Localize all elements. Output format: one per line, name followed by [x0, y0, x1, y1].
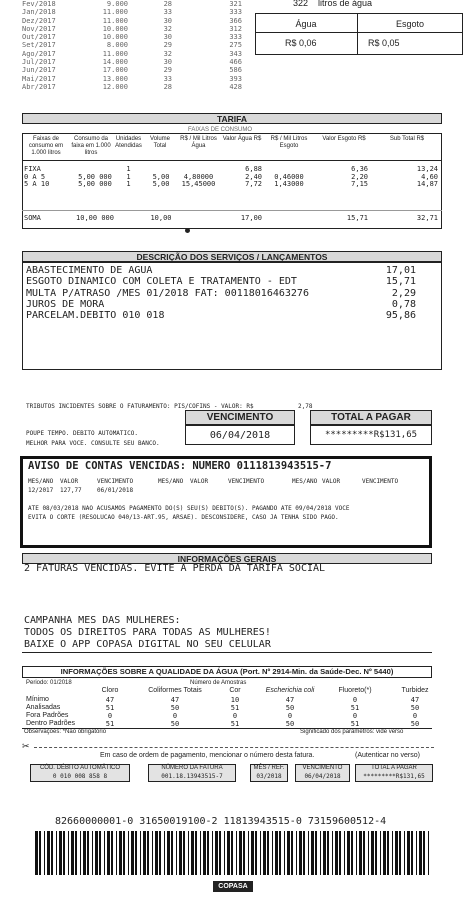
barcode-digits: 82660000001-0 31650019100-2 11813943515-0 73159600512-4	[55, 816, 387, 827]
aviso-col-header: VALOR	[322, 478, 341, 485]
barcode-bar	[35, 831, 38, 875]
history-avg: 321	[229, 0, 242, 8]
qualidade-col-header: Escherichia coli	[265, 687, 315, 694]
barcode-bar	[383, 831, 386, 875]
vencimento-value: 06/04/2018	[185, 425, 295, 445]
barcode-bar	[167, 831, 170, 875]
tarifa-col-header: Consumo da faixa em 1.000 litros	[71, 136, 111, 156]
qualidade-cell: 51	[105, 704, 115, 712]
history-volume: 9.000	[106, 0, 128, 8]
tarifa-col-header: Volume Total	[149, 136, 170, 149]
qualidade-title: INFORMAÇÕES SOBRE A QUALIDADE DA ÁGUA (Port. Nº 2914-Min. da Saúde-Dec. Nº 5440)	[60, 667, 394, 676]
history-avg: 466	[229, 58, 242, 67]
tarifa-cell-val_esg: 6,36	[351, 165, 368, 173]
barcode-bar	[135, 831, 137, 875]
barcode-bar	[255, 831, 257, 875]
history-row	[22, 8, 247, 16]
tarifa-cell-sub: 4,60	[421, 172, 438, 181]
barcode-bar	[359, 831, 362, 875]
qualidade-row-label: Analisadas	[26, 704, 61, 711]
aviso-col-header: VALOR	[190, 478, 209, 485]
barcode-bar	[80, 831, 81, 875]
barcode-bar	[339, 831, 341, 875]
history-days: 32	[163, 49, 172, 58]
barcode-bar	[123, 831, 125, 875]
tarifa-col-header: Sub Total R$	[389, 136, 425, 142]
esgoto-col-header: Esgoto	[395, 19, 425, 29]
aviso-mes-ano: 12/2017	[28, 487, 54, 494]
barcode-bar	[44, 831, 45, 875]
qualidade-row-label: Dentro Padrões	[26, 720, 76, 727]
qualidade-cell: 51	[350, 720, 360, 728]
history-row	[22, 17, 247, 25]
history-days: 30	[163, 58, 172, 67]
history-month: Nov/2017	[22, 24, 56, 33]
tarifa-cell-val_esg: 7,15	[351, 180, 368, 188]
aviso-col-header: MES/ANO	[28, 478, 54, 485]
history-avg: 366	[229, 16, 242, 25]
canhoto-field-value: 0 010 008 858 8	[52, 773, 108, 780]
barcode-bar	[183, 831, 185, 875]
qualidade-cell: 50	[285, 704, 295, 712]
barcode-bar	[143, 831, 146, 875]
barcode-bar	[284, 831, 285, 875]
tarifa-cell-faixa: FIXA	[24, 165, 41, 173]
tarifa-cell-faixa: 5 A 10	[24, 180, 50, 188]
barcode-bar	[111, 831, 113, 875]
history-row	[22, 25, 247, 33]
barcode-bar	[215, 831, 218, 875]
tarifa-caption: FAIXAS DE CONSUMO	[187, 127, 252, 133]
notice-line-2: MELHOR PARA VOCE. CONSULTE SEU BANCO.	[26, 440, 160, 447]
barcode-bar	[131, 831, 134, 875]
consumption-history	[22, 0, 247, 91]
bullet-dot	[185, 228, 190, 233]
cut-line	[34, 747, 434, 748]
qualidade-cell: 50	[410, 704, 420, 712]
barcode-bar	[303, 831, 305, 875]
tarifa-col-header: R$ / Mil Litros Esgoto	[270, 136, 308, 149]
canhoto-field-value: 06/04/2018	[304, 773, 341, 780]
barcode-bar	[291, 831, 293, 875]
history-month: Dez/2017	[22, 16, 56, 25]
history-volume: 17.000	[102, 66, 128, 75]
history-volume: 12.000	[102, 82, 128, 91]
aviso-col-header: VALOR	[60, 478, 79, 485]
history-avg: 586	[229, 66, 242, 75]
barcode-bar	[147, 831, 149, 875]
qualidade-cell: 0	[232, 712, 238, 720]
qualidade-col-header: Fluoreto(*)	[338, 687, 372, 694]
history-month: Fev/2018	[22, 0, 56, 8]
qualidade-cell: 47	[105, 696, 115, 704]
history-row	[22, 50, 247, 58]
aviso-col-header: VENCIMENTO	[362, 478, 399, 485]
tarifa-col-header: Unidades Atendidas	[115, 136, 142, 149]
tarifa-total-val_agua: 17,00	[240, 214, 262, 222]
barcode-bar	[200, 831, 201, 875]
tarifa-cell-rs_agua: 4,80000	[183, 172, 214, 181]
tarifa-col-header: Faixas de consumo em 1.000 litros	[28, 136, 64, 156]
barcode-bar	[267, 831, 269, 875]
aviso-valor: 127,77	[60, 487, 82, 494]
history-days: 29	[163, 66, 172, 75]
barcode-bar	[368, 831, 369, 875]
barcode-bar	[179, 831, 182, 875]
barcode-bar	[344, 831, 345, 875]
canhoto-field-value: *********R$131,65	[363, 773, 425, 780]
notice-line-1: POUPE TEMPO. DEBITO AUTOMATICO.	[26, 430, 138, 437]
aviso-col-header: MES/ANO	[158, 478, 184, 485]
barcode-bar	[387, 831, 389, 875]
servico-value: 95,86	[385, 310, 416, 322]
tarifa-cell-unid: 1	[126, 172, 131, 181]
tarifa-col-header: Valor Esgoto R$	[322, 136, 366, 142]
qualidade-cell: 0	[107, 712, 113, 720]
history-volume: 8.000	[106, 41, 128, 50]
tarifa-cell-vol: 5,00	[152, 172, 170, 181]
qualidade-cell: 47	[170, 696, 180, 704]
scissors-icon: ✂	[22, 741, 30, 751]
barcode-bar	[380, 831, 381, 875]
history-month: Out/2017	[22, 33, 56, 42]
canhoto-field-label: CÓD. DÉBITO AUTOMÁTICO	[39, 765, 121, 771]
tarifa-cell-consumo: 5,00 000	[78, 172, 112, 181]
barcode-bar	[320, 831, 321, 875]
esgoto-cost-value: R$ 0,05	[368, 38, 400, 48]
qualidade-cell: 0	[352, 696, 358, 704]
tarifa-cell-rs_esg: 0,46000	[274, 172, 304, 181]
barcode-bar	[224, 831, 225, 875]
history-volume: 10.000	[102, 24, 128, 33]
barcode-bar	[375, 831, 377, 875]
barcode-bar	[260, 831, 261, 875]
tarifa-cell-val_agua: 7,72	[245, 180, 262, 188]
history-volume: 13.000	[102, 74, 128, 83]
barcode-bar	[423, 831, 425, 875]
info-line-3: TODOS OS DIREITOS PARA TODAS AS MULHERES!	[24, 627, 271, 638]
qualidade-periodo: Periodo: 01/2018	[26, 680, 72, 686]
history-days: 30	[163, 33, 172, 42]
barcode-bar	[327, 831, 329, 875]
tarifa-cell-val_agua: 6,88	[245, 165, 262, 173]
tarifa-cell-val_esg: 2,20	[351, 172, 368, 181]
history-month: Jun/2017	[22, 66, 56, 75]
qualidade-row-label: Mínimo	[26, 696, 49, 703]
barcode-bar	[227, 831, 230, 875]
barcode-bar	[332, 831, 333, 875]
tarifa-cell-consumo: 5,00 000	[78, 180, 112, 188]
servico-desc: JUROS DE MORA	[26, 298, 105, 310]
barcode-bar	[95, 831, 98, 875]
history-days: 32	[163, 24, 172, 33]
barcode-bar	[75, 831, 77, 875]
history-avg: 393	[229, 74, 242, 83]
tarifa-total-consumo: 10,00 000	[76, 214, 114, 222]
aviso-vencimento: 06/01/2018	[97, 487, 134, 494]
barcode-bar	[296, 831, 297, 875]
history-month: Abr/2017	[22, 82, 56, 91]
qualidade-col-header: Turbidez	[401, 687, 429, 694]
barcode-bar	[248, 831, 249, 875]
servicos-header: DESCRIÇÃO DOS SERVIÇOS / LANÇAMENTOS	[22, 251, 442, 262]
barcode-bar	[392, 831, 393, 875]
aviso-title: AVISO DE CONTAS VENCIDAS: NUMERO 0111813943515-7	[28, 460, 332, 472]
tarifa-cell-unid: 1	[126, 180, 131, 188]
tarifa-total-label: SOMA	[24, 214, 41, 222]
history-volume: 14.000	[102, 58, 128, 67]
history-month: Jan/2018	[22, 8, 56, 17]
barcode-bar	[171, 831, 173, 875]
history-month: Mai/2017	[22, 74, 56, 83]
qualidade-cell: 51	[230, 720, 240, 728]
canhoto-field-value: 001.18.13943515-7	[161, 773, 223, 780]
barcode	[33, 831, 433, 875]
qualidade-cell: 51	[350, 704, 360, 712]
servico-value: 0,78	[391, 298, 416, 310]
history-days: 28	[163, 82, 172, 91]
canhoto-field-label: NÚMERO DA FATURA	[161, 765, 223, 771]
tarifa-cell-vol: 5,00	[152, 180, 170, 188]
barcode-bar	[207, 831, 209, 875]
barcode-bar	[287, 831, 290, 875]
tarifa-cell-rs_esg: 1,43000	[274, 180, 304, 188]
info-gerais-header: INFORMAÇÕES GERAIS	[22, 553, 432, 564]
history-row	[22, 33, 247, 41]
canhoto-caption: Em caso de ordem de pagamento, mencionar o número desta fatura.	[100, 752, 315, 759]
servico-value: 15,71	[385, 276, 416, 288]
info-line-4: BAIXE O APP COPASA DIGITAL NO SEU CELULAR	[24, 639, 271, 650]
tarifa-cell-val_agua: 2,40	[245, 172, 262, 181]
history-month: Jul/2017	[22, 58, 56, 67]
servico-desc: ABASTECIMENTO DE AGUA	[26, 265, 153, 276]
barcode-bar	[107, 831, 110, 875]
barcode-bar	[195, 831, 197, 875]
qualidade-signif: Significado dos parâmetros: vide verso	[300, 729, 404, 735]
barcode-bar	[203, 831, 206, 875]
barcode-bar	[279, 831, 281, 875]
barcode-bar	[395, 831, 398, 875]
barcode-bar	[99, 831, 101, 875]
history-days: 28	[163, 0, 172, 8]
history-avg: 275	[229, 41, 242, 50]
barcode-bar	[428, 831, 429, 875]
tributos-text: TRIBUTOS INCIDENTES SOBRE O FATURAMENTO: PIS/COFINS - VALOR: R$	[26, 403, 254, 410]
servico-value: 2,29	[391, 287, 416, 299]
tarifa-total-vol: 10,00	[150, 214, 172, 222]
qualidade-col-header: Cloro	[101, 687, 119, 694]
barcode-bar	[56, 831, 57, 875]
total-pagar-label: TOTAL A PAGAR	[310, 410, 432, 425]
aviso-col-header: VENCIMENTO	[228, 478, 265, 485]
canhoto-field-label: MÊS / REF.	[253, 765, 285, 771]
barcode-bar	[311, 831, 314, 875]
history-volume: 10.000	[102, 33, 128, 42]
tributos-value: 2,78	[298, 403, 313, 410]
history-avg: 428	[229, 82, 242, 91]
history-days: 33	[163, 8, 172, 17]
history-month: Set/2017	[22, 41, 56, 50]
qualidade-col-header: Cor	[229, 687, 241, 694]
barcode-bar	[351, 831, 353, 875]
canhoto-field-value: 03/2018	[256, 773, 282, 780]
qualidade-obs: Observações: *Não obrigatório	[24, 729, 107, 735]
tarifa-col-header: Valor Água R$	[222, 136, 262, 142]
history-month: Ago/2017	[22, 49, 56, 58]
history-avg: 343	[229, 49, 242, 58]
barcode-bar	[152, 831, 153, 875]
copasa-logo: COPASA	[213, 881, 253, 892]
history-row	[22, 58, 247, 66]
tarifa-cell-faixa: 0 A 5	[24, 172, 46, 181]
barcode-bar	[411, 831, 413, 875]
barcode-bar	[155, 831, 158, 875]
barcode-bar	[191, 831, 194, 875]
history-row	[22, 75, 247, 83]
qualidade-cell: 51	[105, 720, 115, 728]
qualidade-col-header: Coliformes Totais	[148, 687, 202, 694]
qualidade-cell: 50	[410, 720, 420, 728]
barcode-bar	[335, 831, 338, 875]
barcode-bar	[159, 831, 161, 875]
qualidade-cell: 50	[170, 720, 180, 728]
barcode-bar	[87, 831, 89, 875]
barcode-bar	[51, 831, 53, 875]
barcode-bar	[47, 831, 50, 875]
aviso-col-header: VENCIMENTO	[97, 478, 134, 485]
barcode-bar	[275, 831, 278, 875]
qualidade-cell: 47	[285, 696, 295, 704]
history-days: 33	[163, 74, 172, 83]
barcode-bar	[243, 831, 245, 875]
history-avg: 333	[229, 8, 242, 17]
liters-label: litros de água	[318, 0, 373, 8]
barcode-bar	[315, 831, 317, 875]
tarifa-cell-sub: 14,87	[416, 180, 438, 188]
history-row	[22, 66, 247, 74]
qualidade-amostras: Número de Amostras	[190, 680, 247, 686]
tarifa-col-header: R$ / Mil Litros Água	[180, 136, 217, 149]
barcode-bar	[128, 831, 129, 875]
barcode-bar	[140, 831, 141, 875]
barcode-bar	[347, 831, 350, 875]
liters-value: 322	[292, 0, 308, 8]
qualidade-cell: 10	[230, 696, 240, 704]
barcode-bar	[231, 831, 233, 875]
barcode-bar	[83, 831, 86, 875]
barcode-bar	[399, 831, 401, 875]
barcode-bar	[236, 831, 237, 875]
barcode-bar	[119, 831, 122, 875]
barcode-bar	[263, 831, 266, 875]
barcode-bar	[308, 831, 309, 875]
history-days: 29	[163, 41, 172, 50]
barcode-bar	[407, 831, 410, 875]
tarifa-cell-rs_agua: 15,45000	[181, 180, 216, 188]
barcode-bar	[71, 831, 74, 875]
barcode-bar	[251, 831, 254, 875]
servico-desc: MULTA P/ATRASO /MES 01/2018 FAT: 00118016463276	[26, 287, 309, 299]
aviso-text-2: EVITA O CORTE (RESOLUCAO 040/13-ART.95, ARSAE). DESCONSIDERE, CASO JA TENHA SIDO PAGO.	[28, 514, 339, 521]
barcode-bar	[176, 831, 177, 875]
history-avg: 312	[229, 24, 242, 33]
barcode-bar	[272, 831, 273, 875]
barcode-bar	[323, 831, 326, 875]
agua-col-header: Água	[295, 19, 317, 29]
tarifa-cell-sub: 13,24	[416, 165, 438, 173]
barcode-bar	[219, 831, 221, 875]
barcode-bar	[239, 831, 242, 875]
aviso-text-1: ATE 08/03/2018 NAO ACUSAMOS PAGAMENTO DO(S) SEU(S) DEBITO(S). PAGANDO ATE 09/04/2018 VOCE	[28, 505, 350, 512]
barcode-bar	[116, 831, 117, 875]
servico-value: 17,01	[385, 265, 416, 276]
qualidade-cell: 50	[285, 720, 295, 728]
qualidade-cell: 0	[172, 712, 178, 720]
barcode-bar	[164, 831, 165, 875]
servico-desc: PARCELAM.DEBITO 010 018	[26, 310, 165, 322]
barcode-bar	[212, 831, 213, 875]
barcode-bar	[404, 831, 405, 875]
history-row	[22, 41, 247, 49]
barcode-bar	[104, 831, 105, 875]
qualidade-row-label: Fora Padrões	[26, 712, 69, 719]
barcode-bar	[299, 831, 302, 875]
barcode-bar	[416, 831, 417, 875]
qualidade-cell: 51	[230, 704, 240, 712]
history-volume: 11.000	[102, 49, 128, 58]
barcode-bar	[68, 831, 69, 875]
info-line-2: CAMPANHA MES DAS MULHERES:	[24, 615, 181, 626]
history-volume: 11.000	[102, 8, 128, 17]
history-days: 30	[163, 16, 172, 25]
qualidade-cell: 0	[352, 712, 358, 720]
tarifa-total-val_esg: 15,71	[346, 214, 368, 222]
canhoto-field-label: VENCIMENTO	[302, 765, 343, 771]
qualidade-cell: 0	[412, 712, 418, 720]
barcode-bar	[59, 831, 62, 875]
barcode-bar	[363, 831, 365, 875]
info-line-1: 2 FATURAS VENCIDAS. EVITE A PERDA DA TARIFA SOCIAL	[24, 563, 326, 574]
history-avg: 333	[229, 33, 242, 42]
qualidade-cell: 47	[410, 696, 420, 704]
canhoto-field-label: TOTAL A PAGAR	[371, 765, 417, 771]
servico-desc: ESGOTO DINAMICO COM COLETA E TRATAMENTO - EDT	[26, 276, 297, 288]
history-volume: 11.000	[102, 16, 128, 25]
tarifa-header: TARIFA	[22, 113, 442, 124]
history-row	[22, 83, 247, 91]
history-row	[22, 0, 247, 8]
barcode-bar	[188, 831, 189, 875]
canhoto-autenticar: (Autenticar no verso)	[355, 752, 420, 759]
qualidade-cell: 50	[170, 704, 180, 712]
qualidade-cell: 0	[287, 712, 293, 720]
barcode-bar	[92, 831, 93, 875]
barcode-bar	[371, 831, 374, 875]
aviso-col-header: MES/ANO	[292, 478, 318, 485]
barcode-bar	[419, 831, 422, 875]
vencimento-label: VENCIMENTO	[185, 410, 295, 425]
barcode-bar	[356, 831, 357, 875]
tarifa-total-sub: 32,71	[416, 214, 438, 222]
agua-cost-value: R$ 0,06	[285, 38, 317, 48]
barcode-bar	[39, 831, 41, 875]
barcode-bar	[63, 831, 65, 875]
tarifa-cell-unid: 1	[126, 165, 131, 173]
total-pagar-value: *********R$131,65	[310, 425, 432, 445]
